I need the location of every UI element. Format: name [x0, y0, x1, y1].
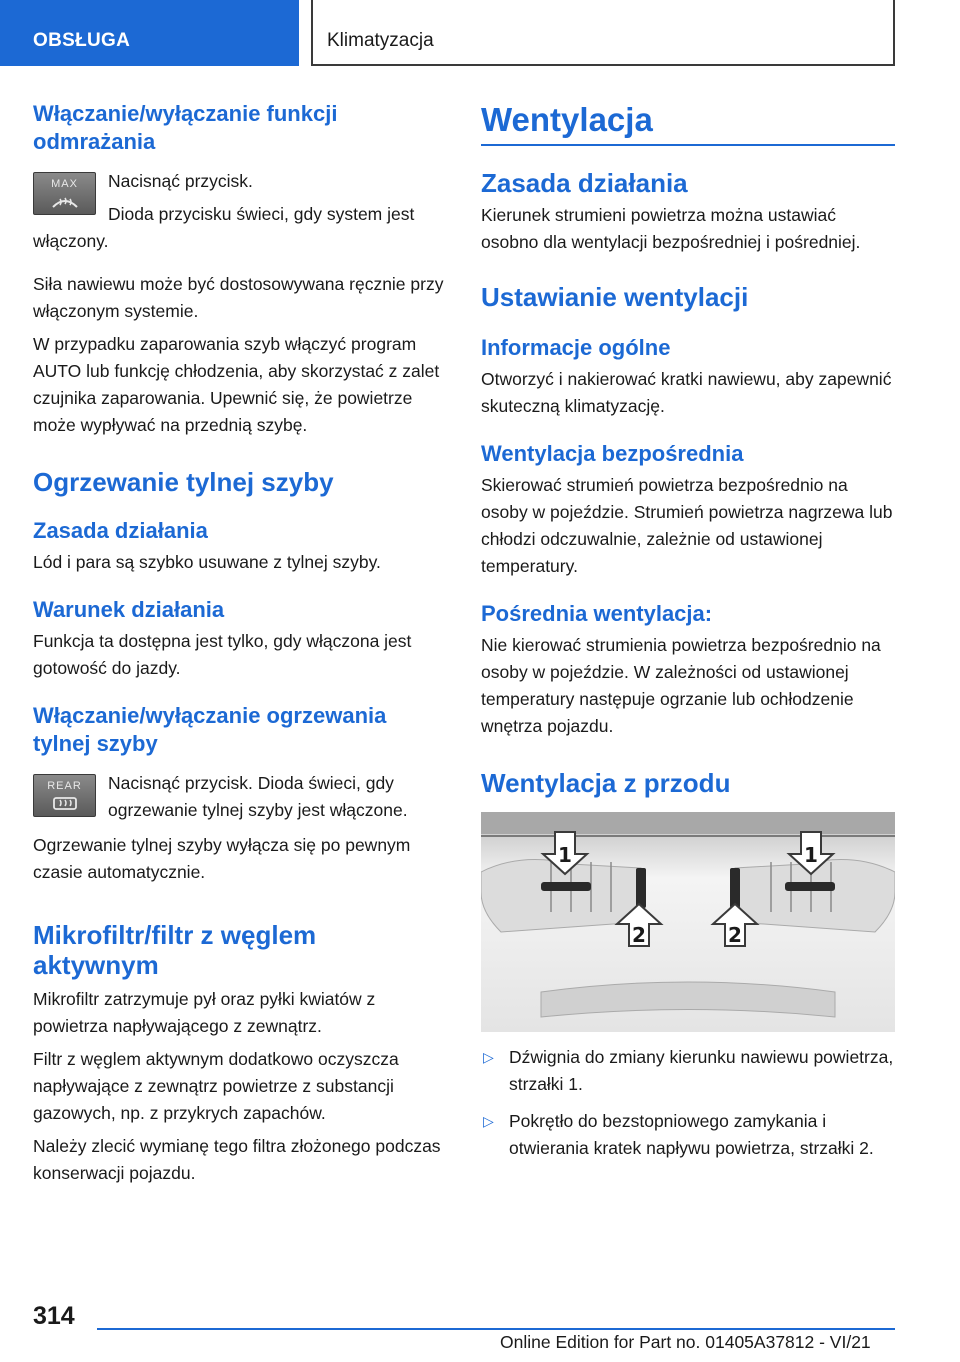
defrost-p1: Nacisnąć przycisk.: [108, 171, 253, 191]
arrow-2-right-label: 2: [728, 923, 742, 947]
general-info-heading: Informacje ogólne: [481, 335, 671, 360]
right-column: [481, 100, 895, 1172]
front-vents-illustration: [481, 812, 895, 1032]
defrost-heading: Włączanie/wyłączanie funkcji odmrażania: [33, 101, 338, 154]
filter-p3: Należy zlecić wymianę tego filtra złożonego podczas konserwacji pojazdu.: [33, 1136, 441, 1183]
arrow-1-right-label: 1: [804, 843, 818, 867]
filter-p2: Filtr z węglem aktywnym dodatkowo oczyszcza napływające z zewnątrz powietrze z substancji gazowych, np. z przykrych zapachów.: [33, 1049, 399, 1123]
rear-principle-text: Lód i para są szybko usuwane z tylnej szyby.: [33, 552, 381, 572]
section-tab: [0, 0, 299, 66]
direct-vent-text: Skierować strumień powietrza bezpośrednio na osoby w pojeździe. Strumień powietrza nagrzewa lub chłodzi odczuwalnie, zależnie od ustawionej temperatury.: [481, 475, 893, 576]
rear-switch-p2: Ogrzewanie tylnej szyby wyłącza się po pewnym czasie automatycznie.: [33, 835, 411, 882]
rear-switch-block: [33, 770, 445, 824]
vent-setting-heading: Ustawianie wentylacji: [481, 282, 749, 312]
front-vent-heading: Wentylacja z przodu: [481, 768, 731, 798]
left-column: [33, 100, 445, 1187]
rear-condition-heading: Warunek działania: [33, 597, 225, 622]
chapter-header: [311, 0, 895, 66]
rear-window-heading: Ogrzewanie tylnej szyby: [33, 467, 334, 497]
list-item: ▷ Pokrętło do bezstopniowego zamykania i otwierania kratek napływu powietrza, strzałki 2.: [481, 1108, 895, 1162]
rear-condition-text: Funkcja ta dostępna jest tylko, gdy włączona jest gotowość do jazdy.: [33, 631, 412, 678]
rear-switch-heading: Włączanie/wyłączanie ogrzewania tylnej szyby: [33, 703, 387, 756]
defrost-p2: Dioda przycisku świeci, gdy system jest włączony.: [33, 204, 415, 251]
vent-principle-text: Kierunek strumieni powietrza można ustawiać osobno dla wentylacji bezpośredniej i pośredniej.: [481, 205, 861, 252]
arrow-2-left-label: 2: [632, 923, 646, 947]
front-vents-photo: [481, 812, 895, 1032]
bullet-triangle-icon: ▷: [483, 1049, 494, 1065]
chapter-title: Klimatyzacja: [327, 30, 434, 51]
filter-p1: Mikrofiltr zatrzymuje pył oraz pyłki kwiatów z powietrza napływającego z zewnątrz.: [33, 989, 376, 1036]
arrow-1-left-label: 1: [558, 843, 572, 867]
defrost-p4: W przypadku zaparowania szyb włączyć program AUTO lub funkcję chłodzenia, aby skorzystać z zalet czujnika zaparowania. Upewnić się, że powietrze może wypływać na przednią szybę.: [33, 334, 440, 435]
rear-switch-p1: Nacisnąć przycisk. Dioda świeci, gdy ogrzewanie tylnej szyby jest włączone.: [108, 773, 408, 820]
edition-footer: Online Edition for Part no. 01405A37812 - VI/21: [500, 1332, 871, 1352]
defrost-block: [33, 168, 445, 255]
rear-defrost-button-icon: REAR: [33, 774, 96, 817]
rear-principle-heading: Zasada działania: [33, 518, 208, 543]
page-number: 314: [33, 1302, 75, 1330]
indirect-vent-heading: Pośrednia wentylacja:: [481, 601, 713, 626]
max-defrost-button-icon: MAX: [33, 172, 96, 215]
vent-principle-heading: Zasada działania: [481, 168, 688, 198]
indirect-vent-text: Nie kierować strumienia powietrza bezpośrednio na osoby w pojeździe. W zależności od ustawionej temperatury następuje ogrzanie lub ochłodzenie wnętrza pojazdu.: [481, 635, 881, 736]
ventilation-heading: Wentylacja: [481, 100, 895, 146]
defrost-p3: Siła nawiewu może być dostosowywana ręcznie przy włączonym systemie.: [33, 274, 444, 321]
footer-rule: [97, 1328, 895, 1330]
direct-vent-heading: Wentylacja bezpośrednia: [481, 441, 744, 466]
list-item: ▷ Dźwignia do zmiany kierunku nawiewu powietrza, strzałki 1.: [481, 1044, 895, 1098]
vent-controls-list: [481, 1044, 895, 1162]
section-label: OBSŁUGA: [33, 30, 131, 51]
filter-heading: Mikrofiltr/filtr z węglem aktywnym: [33, 920, 317, 980]
bullet-triangle-icon: ▷: [483, 1113, 494, 1129]
general-info-text: Otworzyć i nakierować kratki nawiewu, aby zapewnić skuteczną klimatyzację.: [481, 369, 892, 416]
